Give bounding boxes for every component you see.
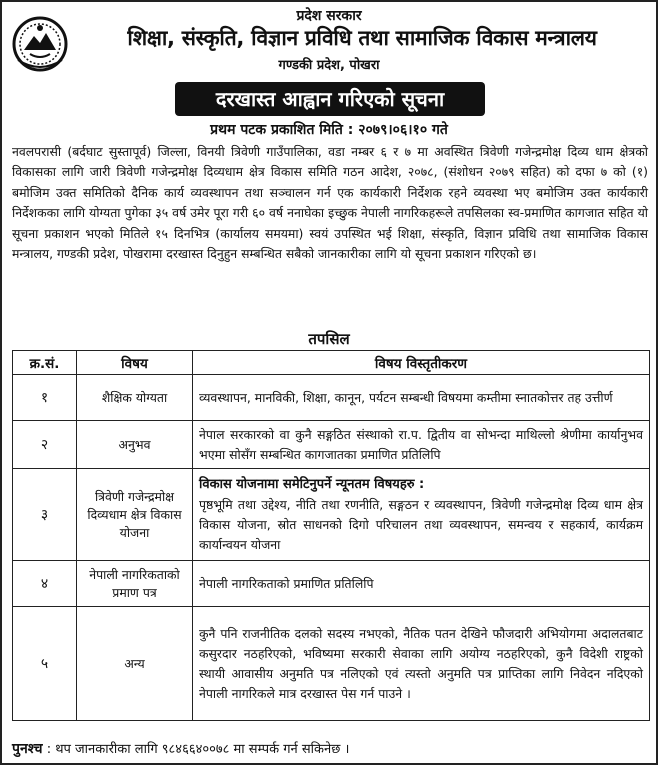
- table-row: [13, 421, 650, 469]
- publication-date: प्रथम पटक प्रकाशित मिति : २०७९।०६।१० गते: [210, 122, 448, 138]
- notice-title-banner: दरखास्त आह्वान गरिएको सूचना: [175, 82, 485, 116]
- notice-body: नवलपरासी (बर्दघाट सुस्तापूर्व) जिल्ला, विनयी त्रिवेणी गाउँपालिका, वडा नम्बर ६ र ७ मा अवस्थित त्रिवेणी गजेन्द्रमोक्ष दिव्य धाम क्षेत्रको विकासका लागि जारी त्रिवेणी गजेन्द्रमोक्ष दिव्यधाम क्षेत्र विकास समिति गठन आदेश, २०७८, (संशोधन २०७९ सहित) को दफा ७ को (१) बमोजिम उक्त समितिको दैनिक कार्य व्यवस्थापन तथा सञ्चालन गर्न एक कार्यकारी निर्देशक रहने व्यवस्था भए बमोजिम उक्त कार्यकारी निर्देशकका लागि योग्यता पुगेका ३५ वर्ष उमेर पूरा गरी ६० वर्ष ननाघेका इच्छुक नेपाली नागरिकहरूले तपसिलका स्व-प्रमाणित कागजात सहित यो सूचना प्रकाशन भएको मितिले १५ दिनभित्र (कार्यालय समयमा) स्वयं उपस्थित भई शिक्षा, संस्कृति, विज्ञान प्रविधि तथा सामाजिक विकास मन्त्रालय, गण्डकी प्रदेश, पोखरामा दरखास्त दिनुहुन सम्बन्धित सबैको जानकारीका लागि यो सूचना प्रकाशन गरिएको छ।: [12, 144, 648, 262]
- row-number: ४: [13, 561, 77, 607]
- table-row: [13, 469, 650, 561]
- table-header-row: [13, 351, 650, 375]
- schedule-title: तपसिल: [308, 330, 350, 348]
- row-detail: नेपाल सरकारको वा कुनै सङ्गठित संस्थाको रा.प. द्वितीय वा सोभन्दा माथिल्लो श्रेणीमा कार्यानुभव भएमा सोसँग सम्बन्धित कागजातका प्रमाणित प्रतिलिपि: [193, 421, 650, 469]
- row-detail-heading: विकास योजनामा समेटिनुपर्ने न्यूनतम विषयहरु :: [199, 476, 425, 492]
- row-subject: शैक्षिक योग्यता: [77, 375, 193, 421]
- footer-text: : थप जानकारीका लागि ९८४६६४००७८ मा सम्पर्क गर्न सकिनेछ ।: [46, 742, 350, 757]
- table-row: [13, 375, 650, 421]
- row-subject: त्रिवेणी गजेन्द्रमोक्ष दिव्यधाम क्षेत्र विकास योजना: [77, 469, 193, 561]
- row-detail: नेपाली नागरिकताको प्रमाणित प्रतिलिपि: [193, 561, 650, 607]
- row-number: १: [13, 375, 77, 421]
- government-label: प्रदेश सरकार: [296, 8, 362, 24]
- footer-note: [12, 739, 648, 760]
- row-number: २: [13, 421, 77, 469]
- row-detail-cell: [193, 469, 650, 561]
- footer-label: पुनश्च: [12, 741, 43, 757]
- row-detail: व्यवस्थापन, मानविकी, शिक्षा, कानून, पर्यटन सम्बन्धी विषयमा कम्तीमा स्नातकोत्तर तह उत्तीर्ण: [193, 375, 650, 421]
- row-subject: नेपाली नागरिकताको प्रमाण पत्र: [77, 561, 193, 607]
- table-row: [13, 561, 650, 607]
- header: [2, 2, 656, 86]
- row-detail: कुनै पनि राजनीतिक दलको सदस्य नभएको, नैतिक पतन देखिने फौजदारी अभियोगमा अदालतबाट कसुरदार नठहरिएको, भविष्यमा सरकारी सेवाका लागि अयोग्य नठहरिएको, कुनै विदेशी राष्ट्रको स्थायी आवासीय अनुमति पत्र नलिएको एवं त्यस्तो अनुमति पत्र प्राप्तिका लागि निवेदन नदिएको नेपाली नागरिकले मात्र दरखास्त पेस गर्न पाउने ।: [193, 607, 650, 721]
- row-subject: अन्य: [77, 607, 193, 721]
- table-row: [13, 607, 650, 721]
- row-number: ३: [13, 469, 77, 561]
- column-header-sn: क्र.सं.: [13, 351, 77, 375]
- column-header-subject: विषय: [77, 351, 193, 375]
- province-label: गण्डकी प्रदेश, पोखरा: [278, 58, 380, 73]
- row-detail: पृष्ठभूमि तथा उद्देश्य, नीति तथा रणनीति, सङ्गठन र व्यवस्थापन, त्रिवेणी गजेन्द्रमोक्ष दिव्य धाम क्षेत्र विकास योजना, स्रोत साधनको दिगो परिचालन तथा व्यवस्थापन, समन्वय र सहकार्य, कार्यक्रम कार्यान्वयन योजना: [199, 496, 643, 552]
- schedule-table: [12, 350, 650, 721]
- ministry-title: शिक्षा, संस्कृति, विज्ञान प्रविधि तथा सामाजिक विकास मन्त्रालय: [127, 26, 597, 50]
- column-header-detail: विषय विस्तृतीकरण: [193, 351, 650, 375]
- row-number: ५: [13, 607, 77, 721]
- row-subject: अनुभव: [77, 421, 193, 469]
